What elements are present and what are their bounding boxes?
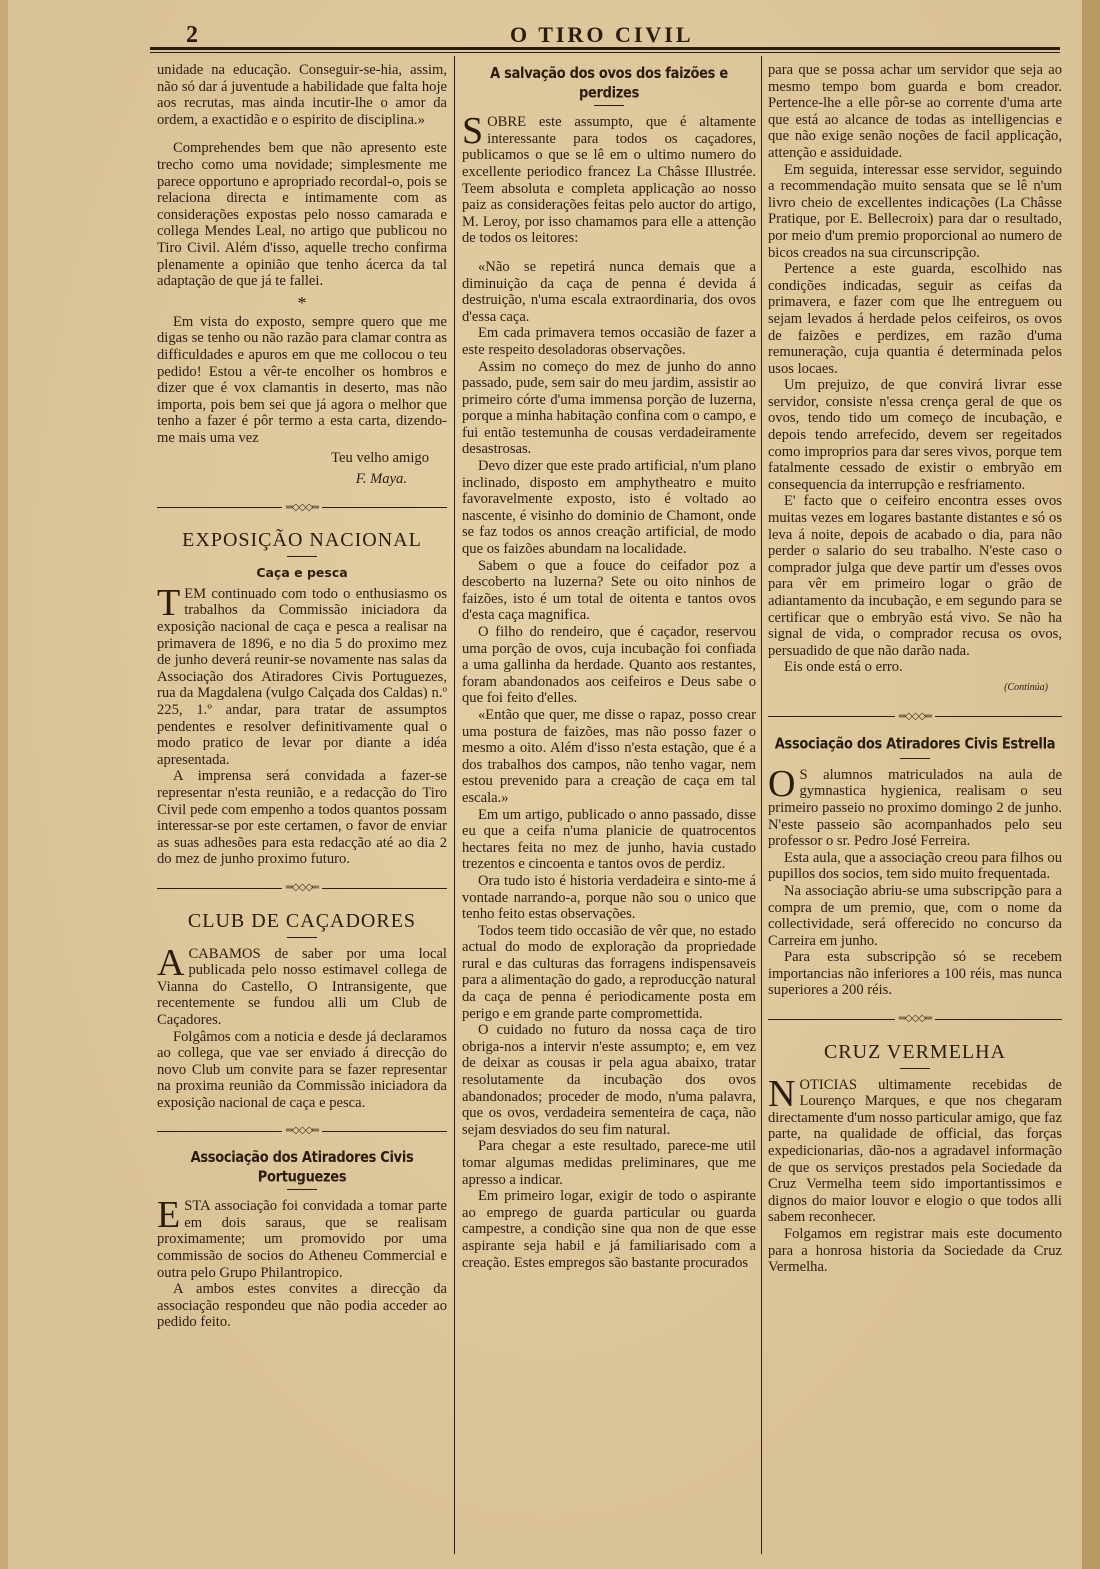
paragraph: E' facto que o ceifeiro encontra esses ovos muitas vezes em logares bastante distantes e só os leva á noite, depois de acabado o dia, para não perder o salario do seu trabalho. N'este caso o comprador julga que deve partir um d'esses ovos para vêr em primeiro logar o grão de adiantamento da incubação, e em segundo para se certificar que o embryão está vivo. Se não ha signal de vida, o comprador recusa os ovos, persuadido de que não darão nada. [768, 493, 1062, 659]
page-header [150, 18, 1060, 46]
paragraph: Em seguida, interessar esse servidor, seguindo a recommendação muito sensata que se lê n'um livro cheio de excellentes indicações (La Châsse Pratique, por E. Bellecroix) para dar o resultado, por meio d'um premio proporcional ao numero de bicos creados na sua circunscripção. [768, 161, 1062, 261]
short-rule [287, 1189, 317, 1190]
short-rule [594, 105, 624, 106]
drop-cap: A [157, 941, 185, 984]
ornamental-divider: ═◇◇◇═ [768, 1011, 1062, 1028]
short-rule [900, 1068, 930, 1069]
page-number: 2 [186, 22, 198, 48]
paragraph: O cuidado no futuro da nossa caça de tiro obriga-nos a intervir n'este assumpto; e, em vez de deixar as cousas ir pela agua abaixo, tratar resolutamente da incubação dos ovos abandonados; proceder de modo, n'uma palavra, que os ovos, verdadeira sementeira de caça, não sejam desviados do seu fim natural. [462, 1022, 756, 1138]
ornamental-divider: ═◇◇◇═ [157, 880, 447, 897]
ornamental-divider: ═◇◇◇═ [157, 500, 447, 517]
paragraph: Para esta subscripção só se recebem importancias não inferiores a 100 réis, mas nunca superiores a 200 réis. [768, 949, 1062, 999]
header-rule-thin [150, 52, 1060, 53]
paragraph: «Então que quer, me disse o rapaz, posso crear uma postura de faizões, mas não posso fazer o mesmo a oito. Além d'isso n'esta estação, que é a dos trabalhos dos campos, não tenho vagar, nem estou prevenido para a creação de caça em tal escala.» [462, 706, 756, 806]
header-rule [150, 47, 1060, 50]
continued-note: (Continúa) [1004, 681, 1048, 693]
paragraph: Em primeiro logar, exigir de todo o aspirante ao emprego de guarda particular ou guarda campestre, a condição sine qua non de que esse aspirante seja habil e já familiarisado com a creação. Estes empregos são bastante procurados [462, 1188, 756, 1271]
drop-cap: T [157, 581, 181, 624]
paragraph: Comprehendes bem que não apresento este trecho como uma novidade; simplesmente me parece opportuno e apropriado recordal-o, pois se relaciona directa e intimamente com as considerações expostas pelo nosso camarada e collega Mendes Leal, no artigo que publicou no Tiro Civil. Além d'isso, aquelle trecho confirma plenamente a opinião que tenho ácerca da tal adaptação de que já te fallei. [157, 140, 447, 290]
paragraph: NOTICIAS ultimamente recebidas de Lourenço Marques, e que nos chegaram directamente d'um nosso particular amigo, que faz parte, na qualidade de official, das forças expedicionarias, dão-nos a agradavel informação de que os serviços prestados pela Sociedade da Cruz Vermelha teem sido importantissimos e dignos do maior louvor e elogio o que todos alli sabem reconhecer. [768, 1072, 1062, 1226]
paragraph: Para chegar a este resultado, parece-me util tomar algumas medidas preliminares, que me apresso a indicar. [462, 1138, 756, 1188]
section-title-exposicao: EXPOSIÇÃO NACIONAL [182, 529, 422, 552]
paragraph: O filho do rendeiro, que é caçador, reservou uma porção de ovos, cuja incubação foi confiada a uma gallinha da herdade. Quanto aos restantes, foram abandonados aos ceifeiros e Deus sabe o que foi feito d'elles. [462, 624, 756, 707]
column-3 [768, 62, 1062, 1557]
paragraph: Ora tudo isto é historia verdadeira e sinto-me á vontade narrando-a, porque não sou o unico que tenho feito estas observações. [462, 872, 756, 923]
column-2 [462, 62, 756, 1557]
drop-cap: S [462, 110, 484, 153]
paragraph: unidade na educação. Conseguir-se-hia, assim, não só dar á juventude a habilidade que falta hoje aos recrutas, mas ainda incutir-lhe o amor da ordem, a exactidão e o espirito de disciplina.» [157, 62, 447, 128]
short-rule [287, 937, 317, 938]
article-title: A salvação dos ovos dos faizões e perdizes [490, 65, 728, 102]
section-star: * [297, 292, 307, 313]
paragraph: A ambos estes convites a direcção da associação respondeu que não podia acceder ao pedido feito. [157, 1281, 447, 1331]
paragraph: Devo dizer que este prado artificial, n'um plano inclinado, disposto em amphytheatro e muito favoravelmente exposto, isto é voltado ao nascente, é visinho do dominio de Chamont, onde se faz todos os annos creação artificial, de modo que os faizões abundam na localidade. [462, 458, 756, 558]
section-title-club: CLUB DE CAÇADORES [187, 909, 417, 932]
paragraph: TEM continuado com todo o enthusiasmo os trabalhos da Commissão iniciadora da exposição nacional de caça e pesca a realisar na primavera de 1896, e no dia 5 do proximo mez de junho deverá reunir-se novamente nas salas da Associação dos Atiradores Civis Portuguezes, rua da Magdalena (vulgo Calçada dos Caldas) n.º 225, 1.º andar, para tratar de assumptos pendentes e resolver definitivamente qual o modo pratico de levar por diante a idéa apresentada. [157, 581, 447, 768]
paragraph: O S alumnos matriculados na aula de gymnastica hygienica, realisam o seu primeiro passeio no proximo domingo 2 de junho. N'este passeio são acompanhados pelo seu professor o sr. Pedro José Ferreira. [768, 762, 1062, 850]
paragraph: Um prejuizo, de que convirá livrar esse servidor, consiste n'essa crença geral de que os ovos, tendo tido um começo de incubação, e depois tendo arrefecido, devem ser regeitados como improprios para dar seres vivos, porque tem fatalmente cessado de existir o embryão em consequencia da interrupção e resfriamento. [768, 377, 1062, 493]
drop-cap: E [157, 1194, 181, 1237]
section-title-cruz: CRUZ VERMELHA [823, 1040, 1007, 1063]
section-subtitle: Caça e pesca [256, 565, 348, 581]
paragraph: A imprensa será convidada a fazer-se representar n'esta reunião, e a redacção do Tiro Civil pede com empenho a todos quantos possam interessar-se por este certamen, o favor de enviar as suas adhesões para esta redacção até ao dia 2 do mez de junho proximo futuro. [157, 768, 447, 868]
paragraph: Folgamos em registrar mais este documento para a honrosa historia da Sociedade da Cruz Vermelha. [768, 1226, 1062, 1276]
short-rule [287, 556, 317, 557]
paragraph: «Não se repetirá nunca demais que a diminuição da caça de penna é devida á destruição, n'uma escala extraordinaria, dos ovos d'essa caça. [462, 258, 756, 325]
paragraph: Em cada primavera temos occasião de fazer a este respeito desoladoras observações. [462, 325, 756, 358]
paragraph: Folgâmos com a noticia e desde já declaramos ao collega, que vae ser enviado á direcção do novo Club um convite para se fazer representar na proxima reunião da Commissão iniciadora da exposição nacional de caça e pesca. [157, 1028, 447, 1111]
paragraph: Sabem o que a fouce do ceifador poz a descoberto na luzerna? Sete ou oito ninhos de faizões, isto é um total de oitenta e tantos ovos d'esta caça magnifica. [462, 557, 756, 624]
paragraph: Assim no começo do mez de junho do anno passado, pude, sem sair do meu jardim, assistir ao primeiro córte d'uma immensa porção de luzerna, porque a minha habitação confina com o campo, e fui então testemunha de cousas verdadeiramente desastrosas. [462, 358, 756, 458]
paragraph: SOBRE este assumpto, que é altamente interessante para todos os caçadores, publicamos o que se lê em o ultimo numero do excellente periodico francez La Châsse Illustrée. Teem absoluta e completa applicação ao nosso paiz as considerações feitas pelo auctor do artigo, M. Leroy, por isso chamamos para elle a attenção de todos os leitores: [462, 110, 756, 247]
paragraph: para que se possa achar um servidor que seja ao mesmo tempo bom guarda e bom creador. Pertence-lhe a elle pôr-se ao corrente d'uma arte que está ao alcance de todas as intelligencias e que não exige senão noções de facil applicação, attenção e assiduidade. [768, 62, 1062, 161]
column-1 [157, 62, 447, 1557]
paragraph: Em vista do exposto, sempre quero que me digas se tenho ou não razão para clamar contra as difficuldades e apuros em que me collocou o teu pedido! Estou a vêr-te encolher os hombros e dizer que é vox clamantis in deserto, mas não importa, pois bem sei que já agora o melhor que tenho a fazer é pôr termo a esta carta, dizendo-me mais uma vez [157, 313, 447, 446]
column-rule [454, 56, 455, 1554]
page-edge-left [0, 0, 8, 1569]
paragraph: ESTA associação foi convidada a tomar parte em dois saraus, que se realisam proximamente; um promovido por uma commissão de socios do Atheneu Commercial e outra pelo Grupo Philantropico. [157, 1194, 447, 1281]
short-rule [900, 758, 930, 759]
section-title-estrella: Associação dos Atiradores Civis Estrella [774, 735, 1056, 754]
paragraph: ACABAMOS de saber por uma local publicada pelo nosso estimavel collega de Vianna do Castello, O Intransigente, que recentemente se fundou alli um Club de Caçadores. [157, 941, 447, 1028]
paragraph: Pertence a este guarda, escolhido nas condições indicadas, seguir as ceifas da primavera, e fazer com que lhe entreguem ou sejam levados á herdade pelos ceifeiros, os ovos de faizões e perdizes, em razão d'uma remuneração, cuja quantia é determinada pelos usos locaes. [768, 261, 1062, 377]
masthead: O TIRO CIVIL [510, 22, 694, 47]
signature-name: F. Maya. [355, 471, 407, 488]
page-edge-right [1082, 0, 1100, 1569]
paragraph: Todos teem tido occasião de vêr que, no estado actual do modo de exploração da propriedade rural e das culturas das forragens indispensaveis para a alimentação do gado, a reproducção natural da caça de penna é periodicamente posta em perigo e em grande parte compromettida. [462, 922, 756, 1022]
drop-cap: O [768, 762, 796, 805]
drop-cap: N [768, 1072, 796, 1115]
section-title-assoc: Associação dos Atiradores Civis Portuguezes [190, 1149, 414, 1186]
column-rule [761, 56, 762, 1554]
ornamental-divider: ═◇◇◇═ [768, 709, 1062, 726]
paragraph: Na associação abriu-se uma subscripção para a compra de um premio, que, com o nome da collectividade, será offerecido no concurso da Carreira em junho. [768, 882, 1062, 949]
paragraph: Esta aula, que a associação creou para filhos ou pupillos dos socios, tem sido muito frequentada. [768, 849, 1062, 883]
paragraph: Em um artigo, publicado o anno passado, disse eu que a ceifa n'uma planicie de quatrocentos hectares feita no mez de junho, havia custado trezentos e cincoenta e tantos ovos de perdiz. [462, 806, 756, 873]
paragraph: Eis onde está o erro. [784, 659, 903, 676]
signature-closing: Teu velho amigo [331, 450, 429, 467]
ornamental-divider: ═◇◇◇═ [157, 1123, 447, 1140]
